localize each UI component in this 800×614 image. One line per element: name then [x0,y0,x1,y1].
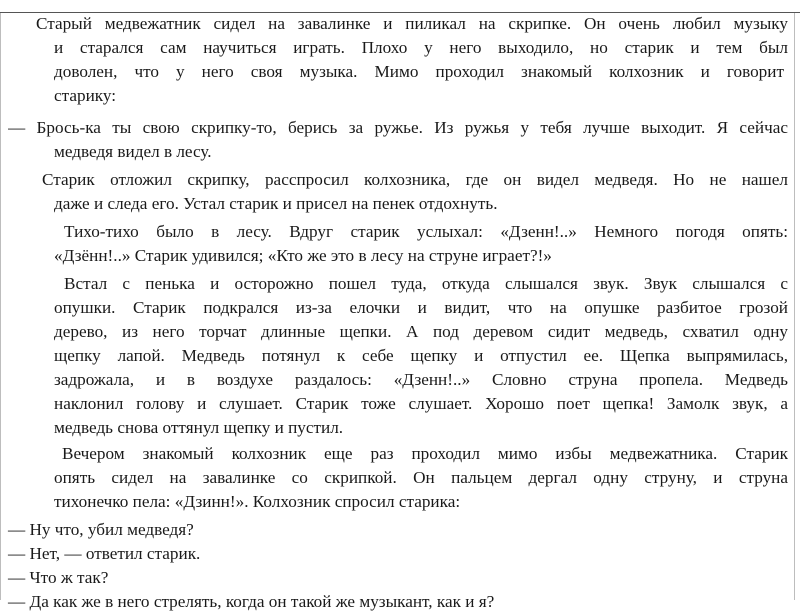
story-line: наклонил голову и слушает. Старик тоже слушает. Хорошо поет щепка! Замолк звук, а [54,394,788,413]
right-border [794,13,795,600]
story-line: опять сидел на завалинке со скрипкой. Он пальцем дергал одну струну, и струна [54,468,788,487]
story-line: — Что ж так? [8,568,109,587]
story-line: и старался сам научиться играть. Плохо у него выходило, но старик и тем был [54,38,788,57]
top-border [0,0,800,13]
left-border [0,13,1,600]
story-line: Старик отложил скрипку, расспросил колхозника, где он видел медведя. Но не нашел [42,170,788,189]
story-line: задрожала, и в воздухе раздалось: «Дзенн!..» Словно струна пропела. Медведь [54,370,788,389]
story-line: старику: [54,86,117,105]
story-line: опушки. Старик подкрался из-за елочки и видит, что на опушке разбитое грозой [54,298,788,317]
story-line: Старый медвежатник сидел на завалинке и пиликал на скрипке. Он очень любил музыку [36,14,788,33]
story-line: — Нет, — ответил старик. [8,544,201,563]
story-line: медведя видел в лесу. [54,142,212,161]
story-line: — Да как же в него стрелять, когда он такой же музыкант, как и я? [8,592,495,611]
story-line: медведь снова оттянул щепку и пустил. [54,418,344,437]
story-line: «Дзённ!..» Старик удивился; «Кто же это в лесу на струне играет?!» [54,246,552,265]
story-line: Встал с пенька и осторожно пошел туда, откуда слышался звук. Звук слышался с [64,274,788,293]
story-line: Вечером знакомый колхозник еще раз проходил мимо избы медвежатника. Старик [62,444,788,463]
story-line: даже и следа его. Устал старик и присел на пенек отдохнуть. [54,194,498,213]
story-line: — Ну что, убил медведя? [8,520,194,539]
story-line: дерево, из него торчат длинные щепки. А под деревом сидит медведь, схватил одну [54,322,788,341]
story-line: — Брось-ка ты свою скрипку-то, берись за ружье. Из ружья у тебя лучше выходит. Я сейчас [8,118,788,137]
story-line: доволен, что у него своя музыка. Мимо проходил знакомый колхозник и говорит [54,62,784,81]
story-line: щепку лапой. Медведь потянул к себе щепку и отпустил ее. Щепка выпрямилась, [54,346,788,365]
story-line: тихонечко пела: «Дзинн!». Колхозник спросил старика: [54,492,461,511]
story-line: Тихо-тихо было в лесу. Вдруг старик услыхал: «Дзенн!..» Немного погодя опять: [64,222,788,241]
